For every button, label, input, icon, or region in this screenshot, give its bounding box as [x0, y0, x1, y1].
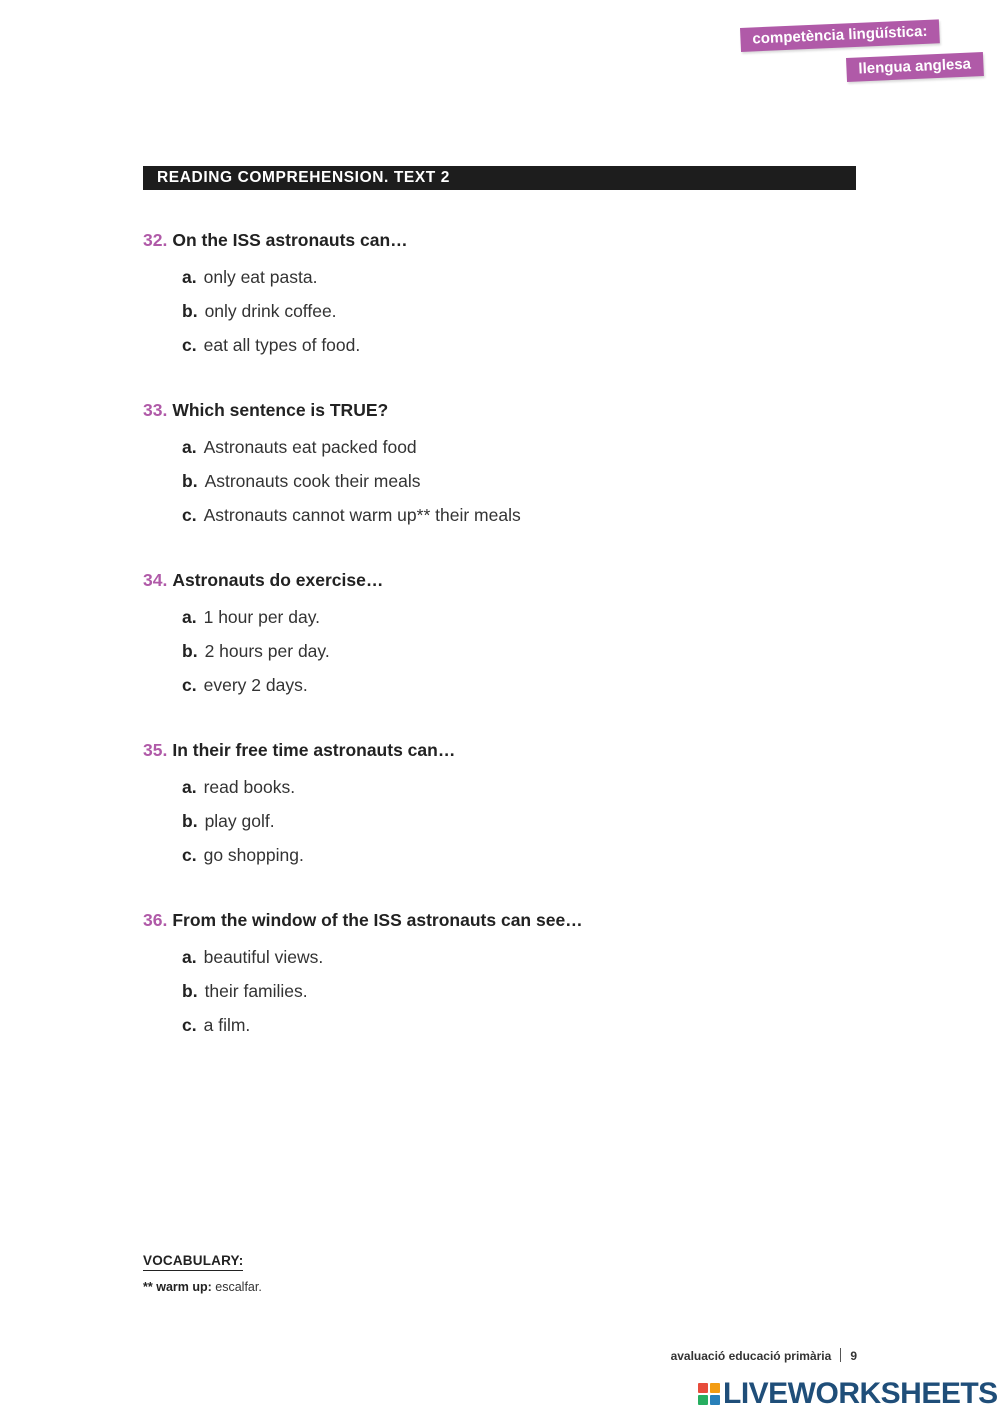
- answer-options: [143, 775, 455, 877]
- option-text: only eat pasta.: [203, 267, 318, 287]
- answer-option[interactable]: [182, 1013, 583, 1047]
- vocabulary-term: warm up:: [156, 1280, 212, 1294]
- question-number: 36.: [143, 910, 168, 930]
- option-letter: b.: [182, 981, 198, 1001]
- answer-option[interactable]: [182, 979, 583, 1013]
- option-letter: c.: [182, 505, 197, 525]
- question-text: On the ISS astronauts can…: [172, 230, 408, 250]
- question-text-line: [143, 908, 583, 932]
- option-text: eat all types of food.: [203, 335, 361, 355]
- page-number: 9: [850, 1349, 857, 1363]
- logo-square-2: [710, 1383, 720, 1393]
- option-letter: b.: [182, 301, 198, 321]
- answer-option[interactable]: [182, 503, 521, 537]
- question-number: 34.: [143, 570, 168, 590]
- footer-divider: [840, 1348, 841, 1362]
- option-text: beautiful views.: [203, 947, 324, 967]
- question-number: 35.: [143, 740, 168, 760]
- option-letter: a.: [182, 607, 197, 627]
- page-footer: [671, 1348, 857, 1363]
- option-text: a film.: [203, 1015, 251, 1035]
- option-text: Astronauts cook their meals: [204, 471, 421, 491]
- logo-square-3: [698, 1395, 708, 1405]
- question-5: [143, 908, 583, 1047]
- question-text-line: [143, 738, 455, 762]
- logo-square-1: [698, 1383, 708, 1393]
- answer-option[interactable]: [182, 775, 455, 809]
- question-number: 32.: [143, 230, 168, 250]
- question-2: [143, 398, 521, 537]
- answer-option[interactable]: [182, 843, 455, 877]
- answer-option[interactable]: [182, 809, 455, 843]
- option-letter: a.: [182, 777, 197, 797]
- answer-option[interactable]: [182, 469, 521, 503]
- competence-tag: competència lingüística:: [740, 19, 940, 52]
- question-1: [143, 228, 408, 367]
- question-number: 33.: [143, 400, 168, 420]
- option-text: 1 hour per day.: [203, 607, 321, 627]
- question-3: [143, 568, 383, 707]
- language-tag: llengua anglesa: [846, 52, 983, 82]
- answer-option[interactable]: [182, 265, 408, 299]
- answer-option[interactable]: [182, 605, 383, 639]
- option-text: 2 hours per day.: [204, 641, 330, 661]
- option-text: only drink coffee.: [204, 301, 337, 321]
- question-text: From the window of the ISS astronauts can see…: [172, 910, 583, 930]
- option-text: their families.: [204, 981, 308, 1001]
- option-text: Astronauts eat packed food: [203, 437, 417, 457]
- option-text: read books.: [203, 777, 296, 797]
- option-letter: a.: [182, 947, 197, 967]
- option-letter: c.: [182, 335, 197, 355]
- option-text: Astronauts cannot warm up** their meals: [203, 505, 521, 525]
- option-letter: a.: [182, 437, 197, 457]
- option-letter: b.: [182, 641, 198, 661]
- question-text: In their free time astronauts can…: [172, 740, 456, 760]
- answer-options: [143, 435, 521, 537]
- answer-option[interactable]: [182, 945, 583, 979]
- answer-option[interactable]: [182, 299, 408, 333]
- answer-options: [143, 945, 583, 1047]
- vocabulary-definition: escalfar.: [215, 1280, 262, 1294]
- question-text: Which sentence is TRUE?: [172, 400, 389, 420]
- brand-name: LIVEWORKSHEETS: [723, 1377, 998, 1410]
- answer-option[interactable]: [182, 435, 521, 469]
- option-text: play golf.: [204, 811, 275, 831]
- question-text-line: [143, 568, 383, 592]
- brand-watermark: [698, 1377, 998, 1409]
- vocabulary-section: [143, 1252, 262, 1294]
- option-letter: c.: [182, 675, 197, 695]
- footer-label: avaluació educació primària: [670, 1349, 832, 1363]
- option-text: every 2 days.: [203, 675, 308, 695]
- section-header: READING COMPREHENSION. TEXT 2: [143, 166, 856, 190]
- answer-options: [143, 265, 408, 367]
- option-letter: c.: [182, 845, 197, 865]
- question-4: [143, 738, 455, 877]
- logo-square-4: [710, 1395, 720, 1405]
- vocabulary-entry: [143, 1280, 262, 1294]
- question-text-line: [143, 398, 521, 422]
- question-text-line: [143, 228, 408, 252]
- vocabulary-title: VOCABULARY:: [143, 1253, 243, 1271]
- answer-option[interactable]: [182, 639, 383, 673]
- answer-option[interactable]: [182, 333, 408, 367]
- vocabulary-marker: **: [143, 1280, 153, 1294]
- option-letter: a.: [182, 267, 197, 287]
- question-text: Astronauts do exercise…: [172, 570, 384, 590]
- option-letter: b.: [182, 471, 198, 491]
- liveworksheets-logo-icon: [698, 1383, 720, 1405]
- option-letter: b.: [182, 811, 198, 831]
- option-text: go shopping.: [203, 845, 304, 865]
- answer-options: [143, 605, 383, 707]
- option-letter: c.: [182, 1015, 197, 1035]
- answer-option[interactable]: [182, 673, 383, 707]
